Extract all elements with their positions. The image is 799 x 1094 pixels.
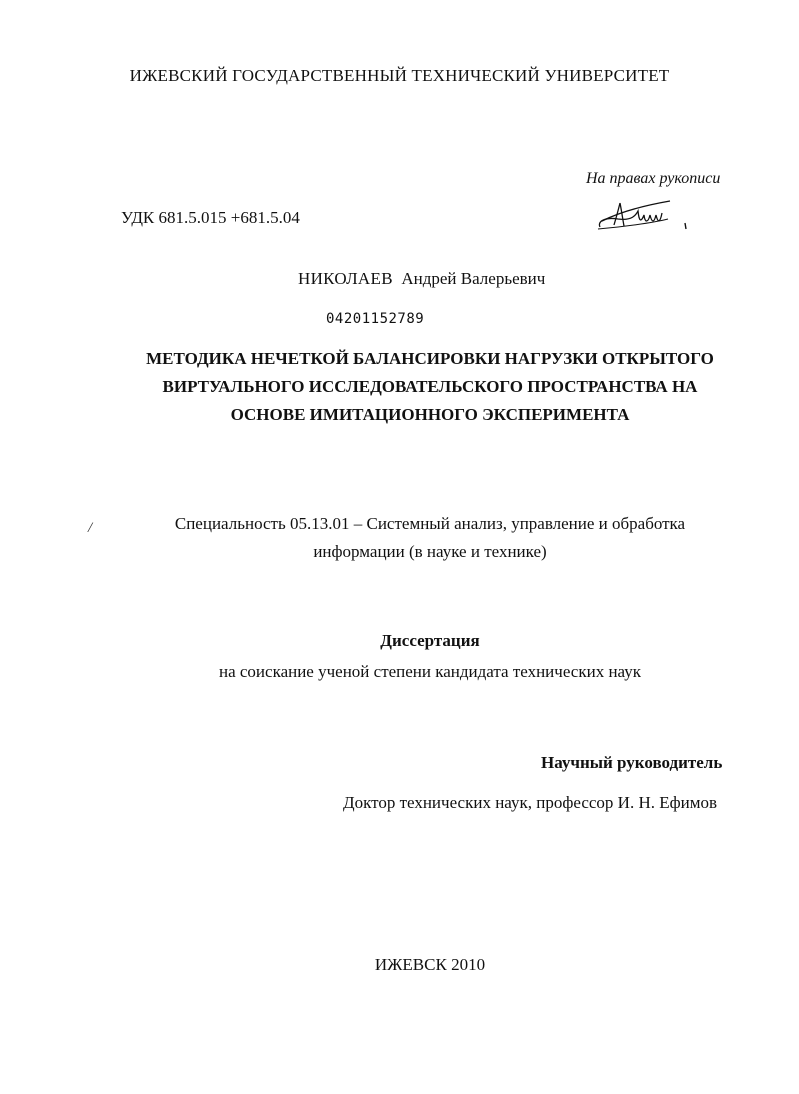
specialty <box>0 510 799 566</box>
title-line: ВИРТУАЛЬНОГО ИССЛЕДОВАТЕЛЬСКОГО ПРОСТРАНСТВА НА <box>162 377 698 396</box>
title-line: МЕТОДИКА НЕЧЕТКОЙ БАЛАНСИРОВКИ НАГРУЗКИ ОТКРЫТОГО <box>146 349 714 368</box>
udk-code: УДК 681.5.015 +681.5.04 <box>121 208 300 227</box>
author-given-names: Андрей Валерьевич <box>401 269 546 288</box>
university-name: ИЖЕВСКИЙ ГОСУДАРСТВЕННЫЙ ТЕХНИЧЕСКИЙ УНИВЕРСИТЕТ <box>129 66 670 85</box>
handwritten-signature <box>592 193 692 235</box>
registry-number: 04201152789 <box>326 311 425 327</box>
supervisor-name: Доктор технических наук, профессор И. Н. Ефимов <box>343 793 717 812</box>
degree-statement: на соискание ученой степени кандидата технических наук <box>218 662 641 681</box>
margin-mark: / <box>88 520 93 536</box>
specialty-line: Специальность 05.13.01 – Системный анализ, управление и обработка <box>174 514 686 533</box>
place-year: ИЖЕВСК 2010 <box>374 955 486 974</box>
manuscript-note: На правах рукописи <box>586 170 721 187</box>
dissertation-title <box>0 345 799 429</box>
author-name <box>298 269 545 289</box>
author-surname: НИКОЛАЕВ <box>298 269 393 288</box>
specialty-line: информации (в науке и технике) <box>313 542 547 561</box>
dissertation-label: Диссертация <box>380 631 480 650</box>
supervisor-label: Научный руководитель <box>541 753 723 772</box>
title-line: ОСНОВЕ ИМИТАЦИОННОГО ЭКСПЕРИМЕНТА <box>230 405 630 424</box>
